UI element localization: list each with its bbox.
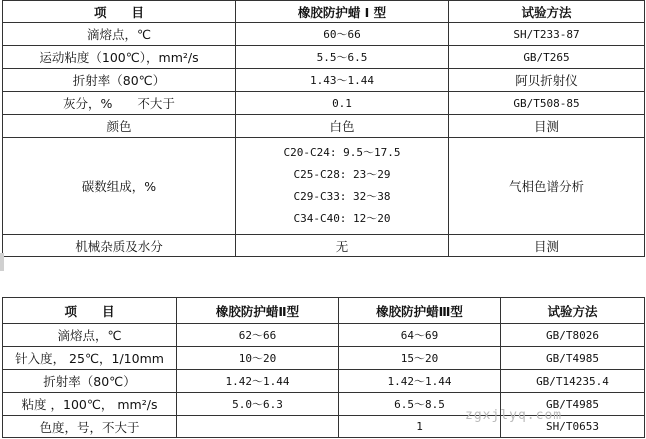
table-row [3, 23, 645, 46]
table1-header-type1: 橡胶防护蜡 I 型 [236, 1, 449, 23]
carbon-method: 气相色谱分析 [449, 138, 645, 235]
table-row [3, 46, 645, 69]
row-label: 机械杂质及水分 [3, 235, 236, 257]
row-label: 滴熔点，℃ [3, 324, 177, 347]
row-label: 折射率（80℃） [3, 69, 236, 92]
carbon-values [236, 138, 449, 235]
carbon-range: C29-C33: 32～38 [293, 190, 391, 203]
table1-header-row [3, 1, 645, 23]
row-value-type2: 1.42～1.44 [177, 370, 339, 393]
row-label: 针入度， 25℃，1/10mm [3, 347, 177, 370]
table2-header-method: 试验方法 [501, 298, 645, 324]
row-value: 0.1 [236, 92, 449, 115]
row-value: 无 [236, 235, 449, 257]
carbon-label: 碳数组成，% [3, 138, 236, 235]
table2-header-item: 项 目 [3, 298, 177, 324]
row-value-type3: 64～69 [339, 324, 501, 347]
row-value-type2: 5.0～6.3 [177, 393, 339, 416]
row-method: 目测 [449, 115, 645, 138]
row-value: 5.5～6.5 [236, 46, 449, 69]
carbon-range: C25-C28: 23～29 [293, 168, 391, 181]
row-method: GB/T4985 [501, 347, 645, 370]
row-method: GB/T8026 [501, 324, 645, 347]
table-row [3, 370, 645, 393]
row-value: 1.43～1.44 [236, 69, 449, 92]
row-method: GB/T265 [449, 46, 645, 69]
carbon-range: C20-C24: 9.5～17.5 [283, 146, 401, 159]
row-value-type2: 62～66 [177, 324, 339, 347]
row-value-type3: 1 [339, 416, 501, 438]
table1-header-method: 试验方法 [449, 1, 645, 23]
table2-header-type3: 橡胶防护蜡Ⅲ型 [339, 298, 501, 324]
row-value-type3: 15～20 [339, 347, 501, 370]
table1-header-item: 项 目 [3, 1, 236, 23]
row-value-type2 [177, 416, 339, 438]
row-value-type3: 1.42～1.44 [339, 370, 501, 393]
table-row [3, 235, 645, 257]
row-label: 灰分，% 不大于 [3, 92, 236, 115]
carbon-composition-row [3, 138, 645, 235]
table2-header-type2: 橡胶防护蜡Ⅱ型 [177, 298, 339, 324]
row-label: 滴熔点，℃ [3, 23, 236, 46]
scroll-gap-marker [0, 253, 4, 271]
table-row [3, 69, 645, 92]
row-label: 折射率（80℃） [3, 370, 177, 393]
carbon-range: C34-C40: 12～20 [293, 212, 391, 225]
table2-header-row [3, 298, 645, 324]
table-row [3, 324, 645, 347]
row-method: GB/T4985 [501, 393, 645, 416]
row-method: SH/T0653 [501, 416, 645, 438]
table-row [3, 92, 645, 115]
row-label: 颜色 [3, 115, 236, 138]
row-value: 60～66 [236, 23, 449, 46]
row-method: GB/T14235.4 [501, 370, 645, 393]
table-row [3, 115, 645, 138]
row-value-type3: 6.5～8.5 [339, 393, 501, 416]
row-method: 阿贝折射仪 [449, 69, 645, 92]
row-label: 色度，号，不大于 [3, 416, 177, 438]
row-value-type2: 10～20 [177, 347, 339, 370]
row-method: SH/T233-87 [449, 23, 645, 46]
row-label: 粘度 ，100℃， mm²/s [3, 393, 177, 416]
row-label: 运动粘度（100℃），mm²/s [3, 46, 236, 69]
row-value: 白色 [236, 115, 449, 138]
wax-type1-spec-table [2, 0, 645, 257]
table-row [3, 347, 645, 370]
row-method: GB/T508-85 [449, 92, 645, 115]
row-method: 目测 [449, 235, 645, 257]
site-watermark: zgxjlyq.com [465, 408, 563, 423]
